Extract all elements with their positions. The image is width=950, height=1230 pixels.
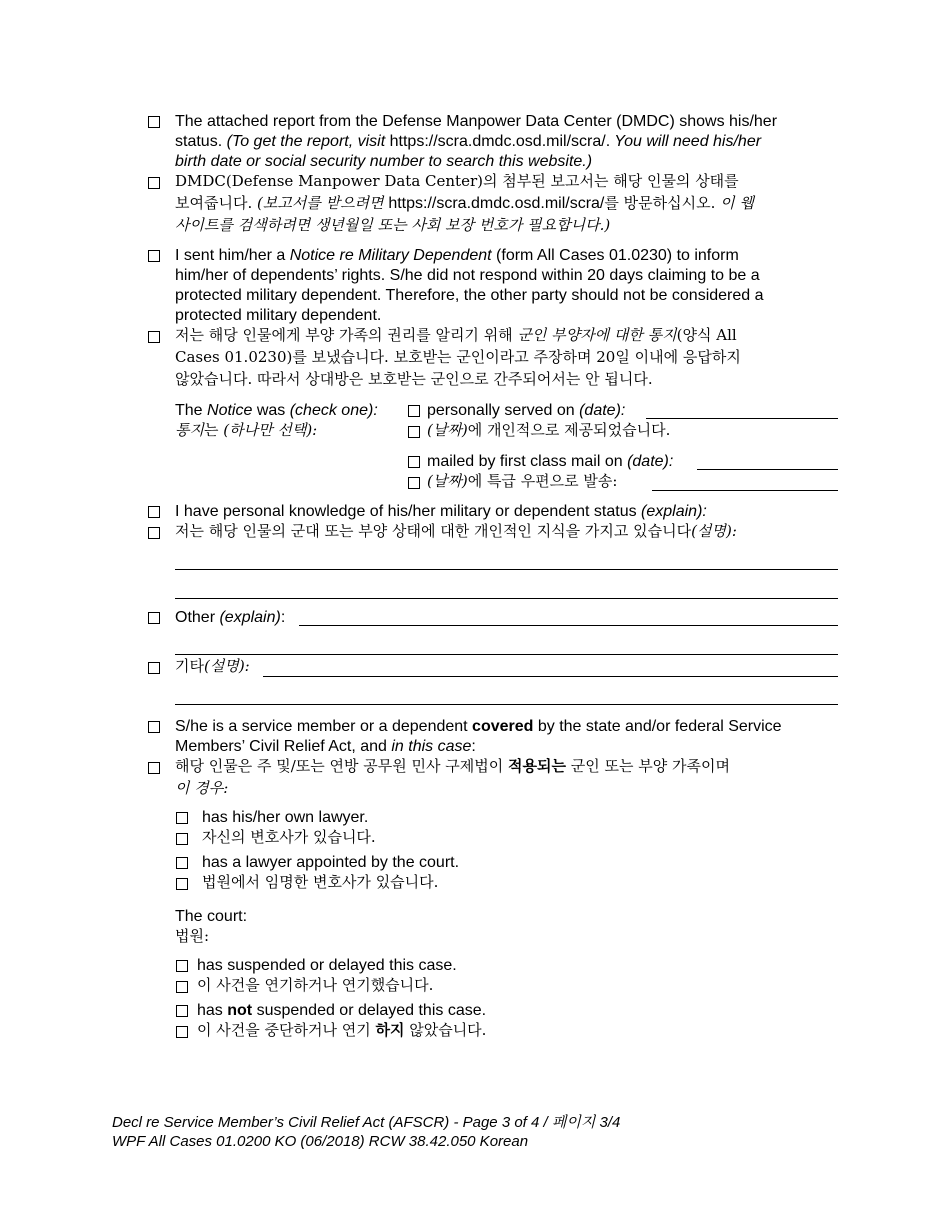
notice-en-line1: I sent him/her a Notice re Military Dependent (form All Cases 01.0230) to inform	[175, 247, 739, 264]
covered-kr-checkbox[interactable]	[148, 762, 160, 774]
mailed-date-line-kr[interactable]	[652, 490, 838, 491]
served-date-line[interactable]	[646, 418, 838, 419]
notice-checkbox[interactable]	[148, 250, 160, 262]
notice-was-label-kr: 통지는 (하나만 선택):	[175, 421, 318, 439]
appointed-lawyer-checkbox[interactable]	[176, 857, 188, 869]
not-suspended-checkbox[interactable]	[176, 1005, 188, 1017]
other-kr-line-1[interactable]	[263, 676, 838, 677]
mailed-label-kr: (날짜)에 특급 우편으로 발송:	[427, 472, 618, 490]
dmdc-en-line1: The attached report from the Defense Manpower Data Center (DMDC) shows his/her	[175, 113, 778, 130]
other-kr-line-2[interactable]	[175, 704, 838, 705]
notice-en-line4: protected military dependent.	[175, 307, 382, 324]
covered-en-line2: Members’ Civil Relief Act, and in this case:	[175, 738, 476, 755]
other-line-2[interactable]	[175, 654, 838, 655]
knowledge-checkbox[interactable]	[148, 506, 160, 518]
mailed-kr-checkbox[interactable]	[408, 477, 420, 489]
court-label: The court:	[175, 908, 248, 925]
other-kr-checkbox[interactable]	[148, 662, 160, 674]
knowledge-line-2[interactable]	[175, 598, 838, 599]
dmdc-kr-line2: 보여줍니다. (보고서를 받으려면 https://scra.dmdc.osd.mil/scra/를 방문하십시오. 이 웹	[175, 194, 754, 212]
served-kr-checkbox[interactable]	[408, 426, 420, 438]
notice-kr-line1: 저는 해당 인물에게 부양 가족의 권리를 알리기 위해 군인 부양자에 대한 통지(양식 All	[175, 326, 737, 344]
court-label-kr: 법원:	[175, 927, 210, 945]
other-en: Other (explain):	[175, 609, 286, 626]
not-suspended-kr-checkbox[interactable]	[176, 1026, 188, 1038]
own-lawyer-kr-checkbox[interactable]	[176, 833, 188, 845]
own-lawyer-checkbox[interactable]	[176, 812, 188, 824]
dmdc-en-line3: birth date or social security number to search this website.)	[175, 153, 593, 170]
notice-kr-line3: 않았습니다. 따라서 상대방은 보호받는 군인으로 간주되어서는 안 됩니다.	[175, 370, 653, 388]
own-lawyer-kr: 자신의 변호사가 있습니다.	[202, 828, 376, 846]
other-checkbox[interactable]	[148, 612, 160, 624]
mailed-checkbox[interactable]	[408, 456, 420, 468]
footer-line1: Decl re Service Member’s Civil Relief Act (AFSCR) - Page 3 of 4 / 페이지 3/4	[112, 1114, 621, 1131]
notice-kr-checkbox[interactable]	[148, 331, 160, 343]
notice-kr-line2: Cases 01.0230)를 보냈습니다. 보호받는 군인이라고 주장하며 20일 이내에 응답하지	[175, 348, 741, 366]
covered-kr-line2: 이 경우:	[175, 779, 229, 797]
suspended-kr: 이 사건을 연기하거나 연기했습니다.	[197, 976, 434, 994]
appointed-lawyer-kr-checkbox[interactable]	[176, 878, 188, 890]
notice-was-label: The Notice was (check one):	[175, 402, 378, 419]
other-line-1[interactable]	[299, 625, 838, 626]
covered-kr-line1: 해당 인물은 주 및/또는 연방 공무원 민사 구제법이 적용되는 군인 또는 부양 가족이며	[175, 757, 730, 775]
appointed-lawyer-kr: 법원에서 임명한 변호사가 있습니다.	[202, 873, 439, 891]
appointed-lawyer-en: has a lawyer appointed by the court.	[202, 854, 460, 871]
served-checkbox[interactable]	[408, 405, 420, 417]
footer-line2: WPF All Cases 01.0200 KO (06/2018) RCW 38.42.050 Korean	[112, 1133, 529, 1150]
dmdc-en-line2: status. (To get the report, visit https://scra.dmdc.osd.mil/scra/. You will need his/her	[175, 133, 762, 150]
not-suspended-en: has not suspended or delayed this case.	[197, 1002, 487, 1019]
dmdc-kr-line3: 사이트를 검색하려면 생년월일 또는 사회 보장 번호가 필요합니다.)	[175, 216, 611, 234]
dmdc-checkbox[interactable]	[148, 116, 160, 128]
knowledge-kr-checkbox[interactable]	[148, 527, 160, 539]
mailed-date-line[interactable]	[697, 469, 838, 470]
served-label: personally served on (date):	[427, 402, 626, 419]
mailed-label: mailed by first class mail on (date):	[427, 453, 674, 470]
other-kr: 기타(설명):	[175, 657, 250, 675]
own-lawyer-en: has his/her own lawyer.	[202, 809, 369, 826]
suspended-kr-checkbox[interactable]	[176, 981, 188, 993]
notice-en-line3: protected military dependent. Therefore, the other party should not be considered a	[175, 287, 764, 304]
suspended-checkbox[interactable]	[176, 960, 188, 972]
suspended-en: has suspended or delayed this case.	[197, 957, 457, 974]
knowledge-en: I have personal knowledge of his/her military or dependent status (explain):	[175, 503, 707, 520]
notice-en-line2: him/her of dependents’ rights. S/he did not respond within 20 days claiming to be a	[175, 267, 760, 284]
served-label-kr: (날짜)에 개인적으로 제공되었습니다.	[427, 421, 671, 439]
knowledge-line-1[interactable]	[175, 569, 838, 570]
dmdc-kr-checkbox[interactable]	[148, 177, 160, 189]
covered-en-line1: S/he is a service member or a dependent covered by the state and/or federal Service	[175, 718, 782, 735]
knowledge-kr: 저는 해당 인물의 군대 또는 부양 상태에 대한 개인적인 지식을 가지고 있습니다(설명):	[175, 522, 737, 540]
covered-checkbox[interactable]	[148, 721, 160, 733]
not-suspended-kr: 이 사건을 중단하거나 연기 하지 않았습니다.	[197, 1021, 487, 1039]
dmdc-kr-line1: DMDC(Defense Manpower Data Center)의 첨부된 보고서는 해당 인물의 상태를	[175, 172, 739, 190]
